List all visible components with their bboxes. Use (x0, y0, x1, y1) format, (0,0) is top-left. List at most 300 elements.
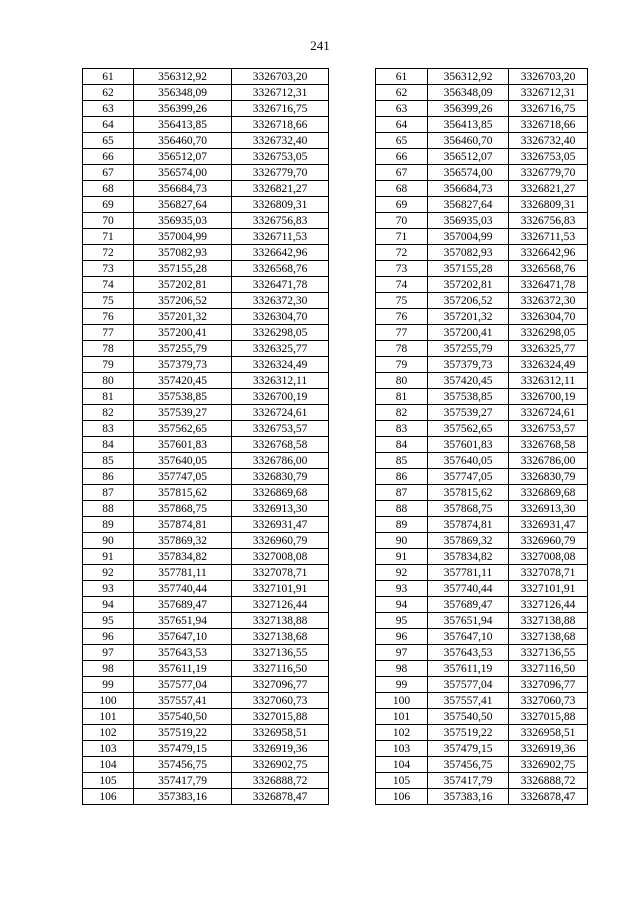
x-coordinate-cell: 357834,82 (134, 549, 232, 565)
y-coordinate-cell: 3326732,40 (232, 133, 329, 149)
point-number-cell: 82 (83, 405, 134, 421)
table-row (376, 485, 588, 501)
x-coordinate-cell: 357647,10 (428, 629, 509, 645)
x-coordinate-cell: 357868,75 (428, 501, 509, 517)
x-coordinate-cell: 357383,16 (428, 789, 509, 805)
x-coordinate-cell: 356312,92 (134, 69, 232, 85)
point-number-cell: 68 (83, 181, 134, 197)
x-coordinate-cell: 356413,85 (428, 117, 509, 133)
table-row (83, 533, 329, 549)
point-number-cell: 69 (376, 197, 428, 213)
table-row (376, 629, 588, 645)
y-coordinate-cell: 3326960,79 (509, 533, 588, 549)
y-coordinate-cell: 3326753,57 (232, 421, 329, 437)
table-row (376, 181, 588, 197)
table-row (376, 293, 588, 309)
y-coordinate-cell: 3327008,08 (509, 549, 588, 565)
x-coordinate-cell: 357781,11 (428, 565, 509, 581)
table-row (83, 389, 329, 405)
y-coordinate-cell: 3327126,44 (232, 597, 329, 613)
table-row (376, 69, 588, 85)
x-coordinate-cell: 357647,10 (134, 629, 232, 645)
table-row (83, 293, 329, 309)
table-row (376, 469, 588, 485)
point-number-cell: 84 (83, 437, 134, 453)
point-number-cell: 93 (83, 581, 134, 597)
point-number-cell: 104 (376, 757, 428, 773)
table-row (83, 469, 329, 485)
x-coordinate-cell: 357781,11 (134, 565, 232, 581)
point-number-cell: 102 (83, 725, 134, 741)
y-coordinate-cell: 3327008,08 (232, 549, 329, 565)
table-row (83, 229, 329, 245)
x-coordinate-cell: 357417,79 (134, 773, 232, 789)
table-row (376, 693, 588, 709)
x-coordinate-cell: 356684,73 (428, 181, 509, 197)
point-number-cell: 106 (83, 789, 134, 805)
y-coordinate-cell: 3327138,88 (232, 613, 329, 629)
table-row (83, 213, 329, 229)
y-coordinate-cell: 3326372,30 (232, 293, 329, 309)
x-coordinate-cell: 357539,27 (134, 405, 232, 421)
y-coordinate-cell: 3326768,58 (509, 437, 588, 453)
y-coordinate-cell: 3326732,40 (509, 133, 588, 149)
table-row (376, 517, 588, 533)
table-row (376, 421, 588, 437)
y-coordinate-cell: 3326372,30 (509, 293, 588, 309)
x-coordinate-cell: 357420,45 (428, 373, 509, 389)
point-number-cell: 99 (376, 677, 428, 693)
x-coordinate-cell: 357004,99 (134, 229, 232, 245)
table-row (83, 261, 329, 277)
table-row (83, 453, 329, 469)
point-number-cell: 64 (83, 117, 134, 133)
x-coordinate-cell: 357538,85 (134, 389, 232, 405)
y-coordinate-cell: 3327126,44 (509, 597, 588, 613)
table-row (376, 197, 588, 213)
point-number-cell: 75 (376, 293, 428, 309)
table-row (83, 693, 329, 709)
x-coordinate-cell: 357577,04 (428, 677, 509, 693)
point-number-cell: 101 (83, 709, 134, 725)
table-row (376, 405, 588, 421)
x-coordinate-cell: 357869,32 (428, 533, 509, 549)
table-row (376, 309, 588, 325)
x-coordinate-cell: 357540,50 (134, 709, 232, 725)
point-number-cell: 94 (83, 597, 134, 613)
y-coordinate-cell: 3326869,68 (232, 485, 329, 501)
point-number-cell: 61 (83, 69, 134, 85)
point-number-cell: 91 (376, 549, 428, 565)
y-coordinate-cell: 3326298,05 (509, 325, 588, 341)
table-row (83, 197, 329, 213)
y-coordinate-cell: 3326931,47 (232, 517, 329, 533)
table-row (376, 757, 588, 773)
table-row (376, 277, 588, 293)
point-number-cell: 105 (83, 773, 134, 789)
point-number-cell: 92 (376, 565, 428, 581)
y-coordinate-cell: 3326700,19 (509, 389, 588, 405)
y-coordinate-cell: 3326324,49 (232, 357, 329, 373)
table-row (83, 741, 329, 757)
y-coordinate-cell: 3326700,19 (232, 389, 329, 405)
point-number-cell: 99 (83, 677, 134, 693)
table-row (376, 741, 588, 757)
y-coordinate-cell: 3327060,73 (509, 693, 588, 709)
point-number-cell: 68 (376, 181, 428, 197)
y-coordinate-cell: 3326718,66 (509, 117, 588, 133)
x-coordinate-cell: 357383,16 (134, 789, 232, 805)
table-row (376, 149, 588, 165)
table-row (83, 277, 329, 293)
x-coordinate-cell: 356574,00 (428, 165, 509, 181)
point-number-cell: 86 (83, 469, 134, 485)
point-number-cell: 74 (376, 277, 428, 293)
y-coordinate-cell: 3326304,70 (232, 309, 329, 325)
point-number-cell: 79 (376, 357, 428, 373)
x-coordinate-cell: 357815,62 (428, 485, 509, 501)
table-row (376, 533, 588, 549)
point-number-cell: 63 (83, 101, 134, 117)
x-coordinate-cell: 356399,26 (428, 101, 509, 117)
y-coordinate-cell: 3327078,71 (509, 565, 588, 581)
y-coordinate-cell: 3326471,78 (509, 277, 588, 293)
table-row (83, 757, 329, 773)
table-row (376, 661, 588, 677)
table-row (83, 181, 329, 197)
table-row (376, 133, 588, 149)
y-coordinate-cell: 3326711,53 (232, 229, 329, 245)
point-number-cell: 98 (376, 661, 428, 677)
y-coordinate-cell: 3326756,83 (509, 213, 588, 229)
y-coordinate-cell: 3327136,55 (509, 645, 588, 661)
x-coordinate-cell: 357740,44 (428, 581, 509, 597)
x-coordinate-cell: 357201,32 (428, 309, 509, 325)
y-coordinate-cell: 3326919,36 (232, 741, 329, 757)
y-coordinate-cell: 3326703,20 (509, 69, 588, 85)
point-number-cell: 83 (83, 421, 134, 437)
y-coordinate-cell: 3326779,70 (232, 165, 329, 181)
point-number-cell: 92 (83, 565, 134, 581)
x-coordinate-cell: 357689,47 (428, 597, 509, 613)
point-number-cell: 100 (376, 693, 428, 709)
y-coordinate-cell: 3327078,71 (232, 565, 329, 581)
x-coordinate-cell: 357740,44 (134, 581, 232, 597)
table-row (376, 597, 588, 613)
y-coordinate-cell: 3327096,77 (232, 677, 329, 693)
point-number-cell: 97 (376, 645, 428, 661)
table-row (83, 709, 329, 725)
point-number-cell: 101 (376, 709, 428, 725)
y-coordinate-cell: 3326718,66 (232, 117, 329, 133)
y-coordinate-cell: 3326809,31 (232, 197, 329, 213)
x-coordinate-cell: 357538,85 (428, 389, 509, 405)
table-row (83, 501, 329, 517)
point-number-cell: 67 (83, 165, 134, 181)
table-row (376, 229, 588, 245)
y-coordinate-cell: 3326768,58 (232, 437, 329, 453)
y-coordinate-cell: 3326753,05 (232, 149, 329, 165)
x-coordinate-cell: 357874,81 (428, 517, 509, 533)
table-row (83, 773, 329, 789)
y-coordinate-cell: 3326716,75 (509, 101, 588, 117)
table-row (376, 613, 588, 629)
y-coordinate-cell: 3326642,96 (509, 245, 588, 261)
point-number-cell: 83 (376, 421, 428, 437)
table-row (376, 725, 588, 741)
point-number-cell: 103 (376, 741, 428, 757)
point-number-cell: 84 (376, 437, 428, 453)
table-row (376, 325, 588, 341)
x-coordinate-cell: 357379,73 (134, 357, 232, 373)
table-row (83, 357, 329, 373)
x-coordinate-cell: 356413,85 (134, 117, 232, 133)
point-number-cell: 94 (376, 597, 428, 613)
x-coordinate-cell: 356348,09 (428, 85, 509, 101)
table-row (83, 517, 329, 533)
table-row (83, 485, 329, 501)
table-row (83, 437, 329, 453)
y-coordinate-cell: 3327096,77 (509, 677, 588, 693)
x-coordinate-cell: 357417,79 (428, 773, 509, 789)
x-coordinate-cell: 357540,50 (428, 709, 509, 725)
point-number-cell: 76 (83, 309, 134, 325)
x-coordinate-cell: 357868,75 (134, 501, 232, 517)
x-coordinate-cell: 357456,75 (134, 757, 232, 773)
table-row (376, 581, 588, 597)
x-coordinate-cell: 357557,41 (134, 693, 232, 709)
table-row (376, 501, 588, 517)
table-row (376, 341, 588, 357)
table-row (83, 101, 329, 117)
x-coordinate-cell: 357611,19 (428, 661, 509, 677)
y-coordinate-cell: 3326888,72 (232, 773, 329, 789)
y-coordinate-cell: 3327138,68 (232, 629, 329, 645)
point-number-cell: 63 (376, 101, 428, 117)
y-coordinate-cell: 3326821,27 (509, 181, 588, 197)
y-coordinate-cell: 3326786,00 (232, 453, 329, 469)
x-coordinate-cell: 356512,07 (428, 149, 509, 165)
y-coordinate-cell: 3327116,50 (509, 661, 588, 677)
point-number-cell: 69 (83, 197, 134, 213)
point-number-cell: 90 (83, 533, 134, 549)
x-coordinate-cell: 357206,52 (134, 293, 232, 309)
x-coordinate-cell: 357082,93 (428, 245, 509, 261)
y-coordinate-cell: 3326324,49 (509, 357, 588, 373)
table-row (83, 133, 329, 149)
y-coordinate-cell: 3326724,61 (232, 405, 329, 421)
point-number-cell: 65 (83, 133, 134, 149)
y-coordinate-cell: 3326716,75 (232, 101, 329, 117)
x-coordinate-cell: 356460,70 (428, 133, 509, 149)
point-number-cell: 89 (83, 517, 134, 533)
x-coordinate-cell: 357206,52 (428, 293, 509, 309)
table-row (83, 597, 329, 613)
point-number-cell: 81 (83, 389, 134, 405)
x-coordinate-cell: 357255,79 (134, 341, 232, 357)
y-coordinate-cell: 3326902,75 (509, 757, 588, 773)
y-coordinate-cell: 3326958,51 (509, 725, 588, 741)
table-row (83, 677, 329, 693)
y-coordinate-cell: 3326642,96 (232, 245, 329, 261)
point-number-cell: 65 (376, 133, 428, 149)
table-row (83, 549, 329, 565)
table-row (376, 437, 588, 453)
x-coordinate-cell: 357643,53 (428, 645, 509, 661)
point-number-cell: 74 (83, 277, 134, 293)
point-number-cell: 98 (83, 661, 134, 677)
point-number-cell: 89 (376, 517, 428, 533)
table-row (376, 213, 588, 229)
y-coordinate-cell: 3326712,31 (232, 85, 329, 101)
point-number-cell: 77 (83, 325, 134, 341)
point-number-cell: 88 (83, 501, 134, 517)
coordinates-table-right (375, 68, 588, 805)
y-coordinate-cell: 3326913,30 (232, 501, 329, 517)
y-coordinate-cell: 3326913,30 (509, 501, 588, 517)
table-row (83, 789, 329, 805)
table-row (376, 389, 588, 405)
point-number-cell: 96 (83, 629, 134, 645)
x-coordinate-cell: 356399,26 (134, 101, 232, 117)
point-number-cell: 73 (376, 261, 428, 277)
y-coordinate-cell: 3326779,70 (509, 165, 588, 181)
table-row (83, 149, 329, 165)
x-coordinate-cell: 357155,28 (428, 261, 509, 277)
table-row (376, 645, 588, 661)
point-number-cell: 102 (376, 725, 428, 741)
point-number-cell: 73 (83, 261, 134, 277)
x-coordinate-cell: 357834,82 (428, 549, 509, 565)
table-row (376, 677, 588, 693)
point-number-cell: 87 (376, 485, 428, 501)
y-coordinate-cell: 3326888,72 (509, 773, 588, 789)
table-row (83, 645, 329, 661)
point-number-cell: 72 (83, 245, 134, 261)
x-coordinate-cell: 357640,05 (134, 453, 232, 469)
x-coordinate-cell: 356574,00 (134, 165, 232, 181)
y-coordinate-cell: 3326304,70 (509, 309, 588, 325)
point-number-cell: 62 (376, 85, 428, 101)
x-coordinate-cell: 356312,92 (428, 69, 509, 85)
table-row (376, 549, 588, 565)
table-row (376, 261, 588, 277)
x-coordinate-cell: 356827,64 (428, 197, 509, 213)
table-body-left (83, 69, 329, 805)
point-number-cell: 72 (376, 245, 428, 261)
point-number-cell: 62 (83, 85, 134, 101)
point-number-cell: 64 (376, 117, 428, 133)
x-coordinate-cell: 357202,81 (428, 277, 509, 293)
y-coordinate-cell: 3327138,68 (509, 629, 588, 645)
point-number-cell: 97 (83, 645, 134, 661)
y-coordinate-cell: 3326919,36 (509, 741, 588, 757)
x-coordinate-cell: 357651,94 (134, 613, 232, 629)
x-coordinate-cell: 356348,09 (134, 85, 232, 101)
table-row (376, 373, 588, 389)
table-row (83, 165, 329, 181)
point-number-cell: 80 (83, 373, 134, 389)
y-coordinate-cell: 3326724,61 (509, 405, 588, 421)
table-row (376, 453, 588, 469)
y-coordinate-cell: 3326958,51 (232, 725, 329, 741)
point-number-cell: 79 (83, 357, 134, 373)
y-coordinate-cell: 3326878,47 (232, 789, 329, 805)
point-number-cell: 85 (376, 453, 428, 469)
table-row (376, 85, 588, 101)
page-number: 241 (310, 38, 330, 53)
table-row (83, 341, 329, 357)
point-number-cell: 104 (83, 757, 134, 773)
x-coordinate-cell: 357601,83 (134, 437, 232, 453)
x-coordinate-cell: 357815,62 (134, 485, 232, 501)
x-coordinate-cell: 356827,64 (134, 197, 232, 213)
table-row (376, 101, 588, 117)
y-coordinate-cell: 3326703,20 (232, 69, 329, 85)
point-number-cell: 78 (376, 341, 428, 357)
point-number-cell: 70 (376, 213, 428, 229)
point-number-cell: 76 (376, 309, 428, 325)
y-coordinate-cell: 3327136,55 (232, 645, 329, 661)
table-row (83, 405, 329, 421)
table-row (83, 629, 329, 645)
point-number-cell: 93 (376, 581, 428, 597)
y-coordinate-cell: 3327015,88 (232, 709, 329, 725)
table-row (83, 421, 329, 437)
x-coordinate-cell: 357479,15 (134, 741, 232, 757)
point-number-cell: 91 (83, 549, 134, 565)
point-number-cell: 66 (376, 149, 428, 165)
table-row (83, 661, 329, 677)
table-row (376, 789, 588, 805)
y-coordinate-cell: 3326568,76 (232, 261, 329, 277)
table-row (83, 613, 329, 629)
y-coordinate-cell: 3326809,31 (509, 197, 588, 213)
x-coordinate-cell: 357651,94 (428, 613, 509, 629)
table-row (83, 117, 329, 133)
x-coordinate-cell: 357004,99 (428, 229, 509, 245)
x-coordinate-cell: 357539,27 (428, 405, 509, 421)
y-coordinate-cell: 3326325,77 (232, 341, 329, 357)
x-coordinate-cell: 357577,04 (134, 677, 232, 693)
x-coordinate-cell: 356684,73 (134, 181, 232, 197)
point-number-cell: 71 (83, 229, 134, 245)
y-coordinate-cell: 3326312,11 (509, 373, 588, 389)
point-number-cell: 95 (83, 613, 134, 629)
y-coordinate-cell: 3326830,79 (509, 469, 588, 485)
x-coordinate-cell: 357747,05 (134, 469, 232, 485)
y-coordinate-cell: 3326830,79 (232, 469, 329, 485)
y-coordinate-cell: 3326786,00 (509, 453, 588, 469)
x-coordinate-cell: 357202,81 (134, 277, 232, 293)
y-coordinate-cell: 3326902,75 (232, 757, 329, 773)
x-coordinate-cell: 357420,45 (134, 373, 232, 389)
point-number-cell: 66 (83, 149, 134, 165)
y-coordinate-cell: 3326878,47 (509, 789, 588, 805)
table-row (83, 725, 329, 741)
point-number-cell: 88 (376, 501, 428, 517)
table-row (83, 325, 329, 341)
y-coordinate-cell: 3326931,47 (509, 517, 588, 533)
y-coordinate-cell: 3326712,31 (509, 85, 588, 101)
table-row (376, 709, 588, 725)
table-row (376, 773, 588, 789)
point-number-cell: 78 (83, 341, 134, 357)
y-coordinate-cell: 3326753,05 (509, 149, 588, 165)
point-number-cell: 100 (83, 693, 134, 709)
table-row (376, 357, 588, 373)
x-coordinate-cell: 357557,41 (428, 693, 509, 709)
